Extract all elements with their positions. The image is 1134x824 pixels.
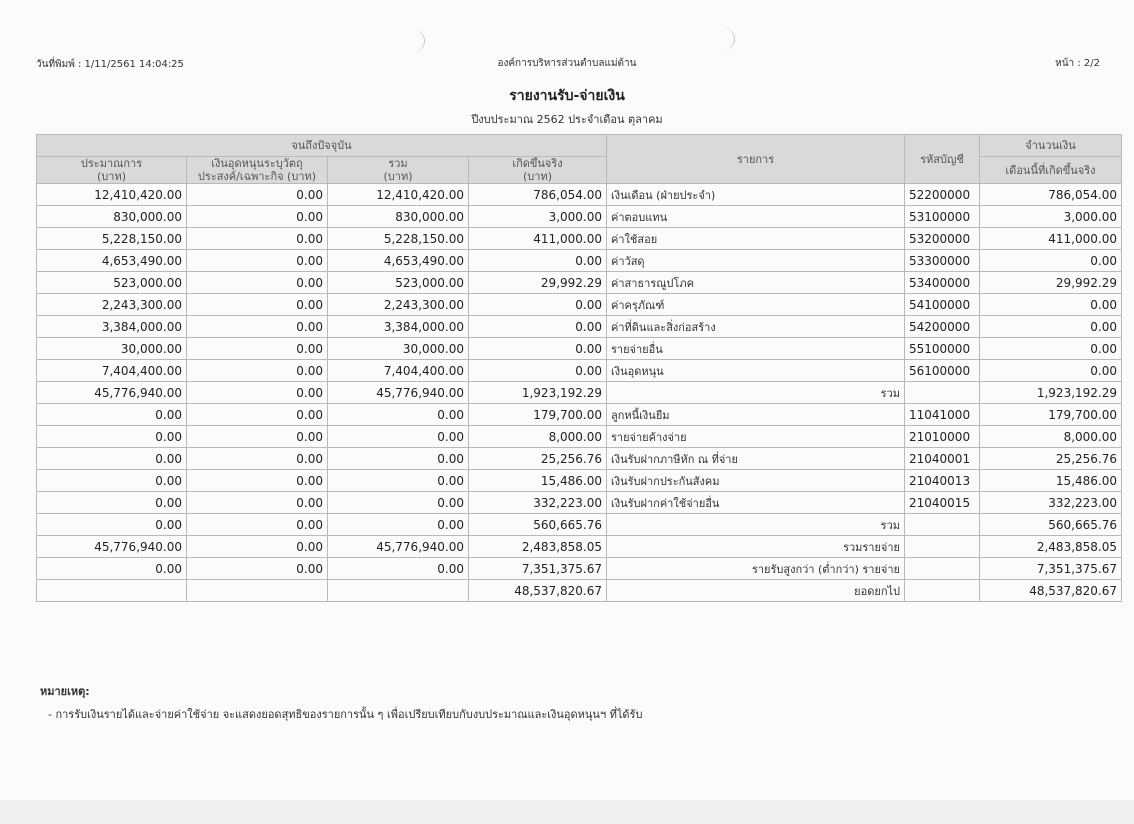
table-row bbox=[37, 404, 1122, 426]
cell-item: เงินเดือน (ฝ่ายประจำ) bbox=[607, 184, 905, 206]
cell-account-code: 52200000 bbox=[905, 184, 980, 206]
cell-amount: 2,483,858.05 bbox=[980, 536, 1122, 558]
summary-row bbox=[37, 580, 1122, 602]
cell-subsidy: 0.00 bbox=[187, 316, 328, 338]
cell-account-code bbox=[905, 558, 980, 580]
cell-subsidy: 0.00 bbox=[187, 536, 328, 558]
cell-subsidy: 0.00 bbox=[187, 206, 328, 228]
cell-estimate: 0.00 bbox=[37, 448, 187, 470]
cell-item: เงินอุดหนุน bbox=[607, 360, 905, 382]
cell-subsidy: 0.00 bbox=[187, 294, 328, 316]
cell-account-code bbox=[905, 536, 980, 558]
scan-bottom-edge bbox=[0, 800, 1134, 824]
cell-item: ค่าใช้สอย bbox=[607, 228, 905, 250]
print-date: วันที่พิมพ์ : 1/11/2561 14:04:25 bbox=[36, 59, 184, 70]
cell-actual: 2,483,858.05 bbox=[469, 536, 607, 558]
cell-item: รายจ่ายอื่น bbox=[607, 338, 905, 360]
cell-account-code: 21040015 bbox=[905, 492, 980, 514]
table-row bbox=[37, 338, 1122, 360]
cell-amount: 0.00 bbox=[980, 294, 1122, 316]
cell-item: เงินรับฝากค่าใช้จ่ายอื่น bbox=[607, 492, 905, 514]
cell-estimate: 2,243,300.00 bbox=[37, 294, 187, 316]
cell-subsidy: 0.00 bbox=[187, 184, 328, 206]
cell-total: 0.00 bbox=[328, 558, 469, 580]
cell-amount: 0.00 bbox=[980, 360, 1122, 382]
cell-total: 0.00 bbox=[328, 470, 469, 492]
cell-estimate: 0.00 bbox=[37, 558, 187, 580]
cell-item: รายจ่ายค้างจ่าย bbox=[607, 426, 905, 448]
cell-item: รวมรายจ่าย bbox=[607, 536, 905, 558]
cell-item: ยอดยกไป bbox=[607, 580, 905, 602]
income-expense-table bbox=[36, 134, 1122, 602]
note-title: หมายเหตุ: bbox=[40, 685, 90, 698]
cell-actual: 786,054.00 bbox=[469, 184, 607, 206]
cell-item: ค่าวัสดุ bbox=[607, 250, 905, 272]
table-row bbox=[37, 184, 1122, 206]
cell-total: 12,410,420.00 bbox=[328, 184, 469, 206]
cell-total: 0.00 bbox=[328, 426, 469, 448]
cell-total: 3,384,000.00 bbox=[328, 316, 469, 338]
cell-total: 0.00 bbox=[328, 404, 469, 426]
table-row bbox=[37, 470, 1122, 492]
cell-actual: 0.00 bbox=[469, 294, 607, 316]
cell-account-code bbox=[905, 580, 980, 602]
cell-amount: 786,054.00 bbox=[980, 184, 1122, 206]
cell-actual: 0.00 bbox=[469, 338, 607, 360]
cell-amount: 560,665.76 bbox=[980, 514, 1122, 536]
table-row bbox=[37, 492, 1122, 514]
cell-estimate: 7,404,400.00 bbox=[37, 360, 187, 382]
cell-actual: 7,351,375.67 bbox=[469, 558, 607, 580]
cell-total: 0.00 bbox=[328, 514, 469, 536]
summary-row bbox=[37, 558, 1122, 580]
note-text: - การรับเงินรายได้และจ่ายค่าใช้จ่าย จะแสดงยอดสุทธิของรายการนั้น ๆ เพื่อเปรียบเทียบกับงบประมาณและเงินอุดหนุนฯ ที่ได้รับ bbox=[48, 708, 643, 721]
cell-amount: 0.00 bbox=[980, 338, 1122, 360]
cell-subsidy: 0.00 bbox=[187, 404, 328, 426]
cell-estimate: 523,000.00 bbox=[37, 272, 187, 294]
col-header-estimate: ประมาณการ (บาท) bbox=[37, 157, 187, 184]
cell-account-code: 21040013 bbox=[905, 470, 980, 492]
table-row bbox=[37, 228, 1122, 250]
cell-amount: 332,223.00 bbox=[980, 492, 1122, 514]
cell-item: เงินรับฝากประกันสังคม bbox=[607, 470, 905, 492]
cell-item: รวม bbox=[607, 382, 905, 404]
cell-account-code: 53200000 bbox=[905, 228, 980, 250]
cell-account-code: 21010000 bbox=[905, 426, 980, 448]
cell-actual: 411,000.00 bbox=[469, 228, 607, 250]
summary-row bbox=[37, 382, 1122, 404]
cell-actual: 3,000.00 bbox=[469, 206, 607, 228]
cell-total: 523,000.00 bbox=[328, 272, 469, 294]
cell-item: รายรับสูงกว่า (ต่ำกว่า) รายจ่าย bbox=[607, 558, 905, 580]
cell-actual: 0.00 bbox=[469, 250, 607, 272]
cell-amount: 0.00 bbox=[980, 250, 1122, 272]
cell-subsidy: 0.00 bbox=[187, 470, 328, 492]
cell-total: 7,404,400.00 bbox=[328, 360, 469, 382]
summary-row bbox=[37, 536, 1122, 558]
cell-subsidy: 0.00 bbox=[187, 360, 328, 382]
table-body bbox=[37, 184, 1122, 602]
cell-account-code: 21040001 bbox=[905, 448, 980, 470]
cell-estimate: 45,776,940.00 bbox=[37, 536, 187, 558]
col-header-total: รวม (บาท) bbox=[328, 157, 469, 184]
cell-actual: 1,923,192.29 bbox=[469, 382, 607, 404]
col-header-amount: จำนวนเงิน bbox=[980, 135, 1122, 157]
cell-total: 830,000.00 bbox=[328, 206, 469, 228]
cell-estimate: 0.00 bbox=[37, 470, 187, 492]
cell-amount: 1,923,192.29 bbox=[980, 382, 1122, 404]
cell-subsidy: 0.00 bbox=[187, 514, 328, 536]
cell-item: รวม bbox=[607, 514, 905, 536]
cell-account-code bbox=[905, 514, 980, 536]
cell-actual: 29,992.29 bbox=[469, 272, 607, 294]
cell-total bbox=[328, 580, 469, 602]
col-header-amount-this-month: เดือนนี้ที่เกิดขึ้นจริง bbox=[980, 157, 1122, 184]
cell-account-code: 56100000 bbox=[905, 360, 980, 382]
cell-actual: 48,537,820.67 bbox=[469, 580, 607, 602]
cell-subsidy: 0.00 bbox=[187, 426, 328, 448]
cell-actual: 15,486.00 bbox=[469, 470, 607, 492]
cell-subsidy: 0.00 bbox=[187, 228, 328, 250]
organization-name: องค์การบริหารส่วนตำบลแม่ต้าน bbox=[497, 58, 637, 69]
cell-subsidy: 0.00 bbox=[187, 558, 328, 580]
cell-amount: 7,351,375.67 bbox=[980, 558, 1122, 580]
cell-estimate: 30,000.00 bbox=[37, 338, 187, 360]
cell-account-code: 53400000 bbox=[905, 272, 980, 294]
summary-row bbox=[37, 514, 1122, 536]
report-subtitle: ปีงบประมาณ 2562 ประจำเดือน ตุลาคม bbox=[471, 113, 663, 126]
cell-estimate: 4,653,490.00 bbox=[37, 250, 187, 272]
table-row bbox=[37, 250, 1122, 272]
col-header-item: รายการ bbox=[607, 135, 905, 184]
cell-estimate: 830,000.00 bbox=[37, 206, 187, 228]
cell-amount: 3,000.00 bbox=[980, 206, 1122, 228]
cell-account-code: 54100000 bbox=[905, 294, 980, 316]
cell-total: 2,243,300.00 bbox=[328, 294, 469, 316]
cell-actual: 332,223.00 bbox=[469, 492, 607, 514]
cell-subsidy: 0.00 bbox=[187, 492, 328, 514]
cell-estimate: 0.00 bbox=[37, 404, 187, 426]
cell-amount: 29,992.29 bbox=[980, 272, 1122, 294]
cell-item: ค่าครุภัณฑ์ bbox=[607, 294, 905, 316]
cell-subsidy: 0.00 bbox=[187, 448, 328, 470]
cell-amount: 411,000.00 bbox=[980, 228, 1122, 250]
cell-estimate bbox=[37, 580, 187, 602]
cell-total: 4,653,490.00 bbox=[328, 250, 469, 272]
cell-total: 5,228,150.00 bbox=[328, 228, 469, 250]
cell-total: 30,000.00 bbox=[328, 338, 469, 360]
page-number: หน้า : 2/2 bbox=[1055, 58, 1100, 69]
cell-total: 0.00 bbox=[328, 492, 469, 514]
col-header-account: รหัสบัญชี bbox=[905, 135, 980, 184]
cell-subsidy: 0.00 bbox=[187, 382, 328, 404]
cell-actual: 25,256.76 bbox=[469, 448, 607, 470]
cell-estimate: 0.00 bbox=[37, 426, 187, 448]
cell-item: ลูกหนี้เงินยืม bbox=[607, 404, 905, 426]
table-row bbox=[37, 448, 1122, 470]
cell-total: 45,776,940.00 bbox=[328, 382, 469, 404]
table-row bbox=[37, 360, 1122, 382]
cell-amount: 15,486.00 bbox=[980, 470, 1122, 492]
col-header-subsidy: เงินอุดหนุนระบุวัตถุ ประสงค์/เฉพาะกิจ (บาท) bbox=[187, 157, 328, 184]
cell-estimate: 0.00 bbox=[37, 514, 187, 536]
table-row bbox=[37, 272, 1122, 294]
cell-amount: 179,700.00 bbox=[980, 404, 1122, 426]
table-row bbox=[37, 294, 1122, 316]
cell-item: ค่าสาธารณูปโภค bbox=[607, 272, 905, 294]
cell-amount: 25,256.76 bbox=[980, 448, 1122, 470]
cell-total: 0.00 bbox=[328, 448, 469, 470]
cell-item: เงินรับฝากภาษีหัก ณ ที่จ่าย bbox=[607, 448, 905, 470]
cell-actual: 0.00 bbox=[469, 316, 607, 338]
table-row bbox=[37, 316, 1122, 338]
cell-amount: 48,537,820.67 bbox=[980, 580, 1122, 602]
cell-actual: 179,700.00 bbox=[469, 404, 607, 426]
report-title: รายงานรับ-จ่ายเงิน bbox=[509, 88, 625, 104]
cell-estimate: 3,384,000.00 bbox=[37, 316, 187, 338]
cell-actual: 8,000.00 bbox=[469, 426, 607, 448]
cell-subsidy: 0.00 bbox=[187, 250, 328, 272]
cell-actual: 0.00 bbox=[469, 360, 607, 382]
cell-subsidy bbox=[187, 580, 328, 602]
cell-amount: 0.00 bbox=[980, 316, 1122, 338]
cell-account-code: 11041000 bbox=[905, 404, 980, 426]
cell-amount: 8,000.00 bbox=[980, 426, 1122, 448]
cell-subsidy: 0.00 bbox=[187, 272, 328, 294]
cell-estimate: 45,776,940.00 bbox=[37, 382, 187, 404]
cell-total: 45,776,940.00 bbox=[328, 536, 469, 558]
cell-account-code bbox=[905, 382, 980, 404]
cell-account-code: 53100000 bbox=[905, 206, 980, 228]
cell-item: ค่าตอบแทน bbox=[607, 206, 905, 228]
table-row bbox=[37, 426, 1122, 448]
cell-item: ค่าที่ดินและสิ่งก่อสร้าง bbox=[607, 316, 905, 338]
col-header-actual: เกิดขึ้นจริง (บาท) bbox=[469, 157, 607, 184]
group-header-to-date: จนถึงปัจจุบัน bbox=[37, 135, 607, 157]
table-row bbox=[37, 206, 1122, 228]
cell-estimate: 12,410,420.00 bbox=[37, 184, 187, 206]
cell-estimate: 0.00 bbox=[37, 492, 187, 514]
cell-actual: 560,665.76 bbox=[469, 514, 607, 536]
cell-subsidy: 0.00 bbox=[187, 338, 328, 360]
cell-estimate: 5,228,150.00 bbox=[37, 228, 187, 250]
cell-account-code: 55100000 bbox=[905, 338, 980, 360]
cell-account-code: 53300000 bbox=[905, 250, 980, 272]
cell-account-code: 54200000 bbox=[905, 316, 980, 338]
